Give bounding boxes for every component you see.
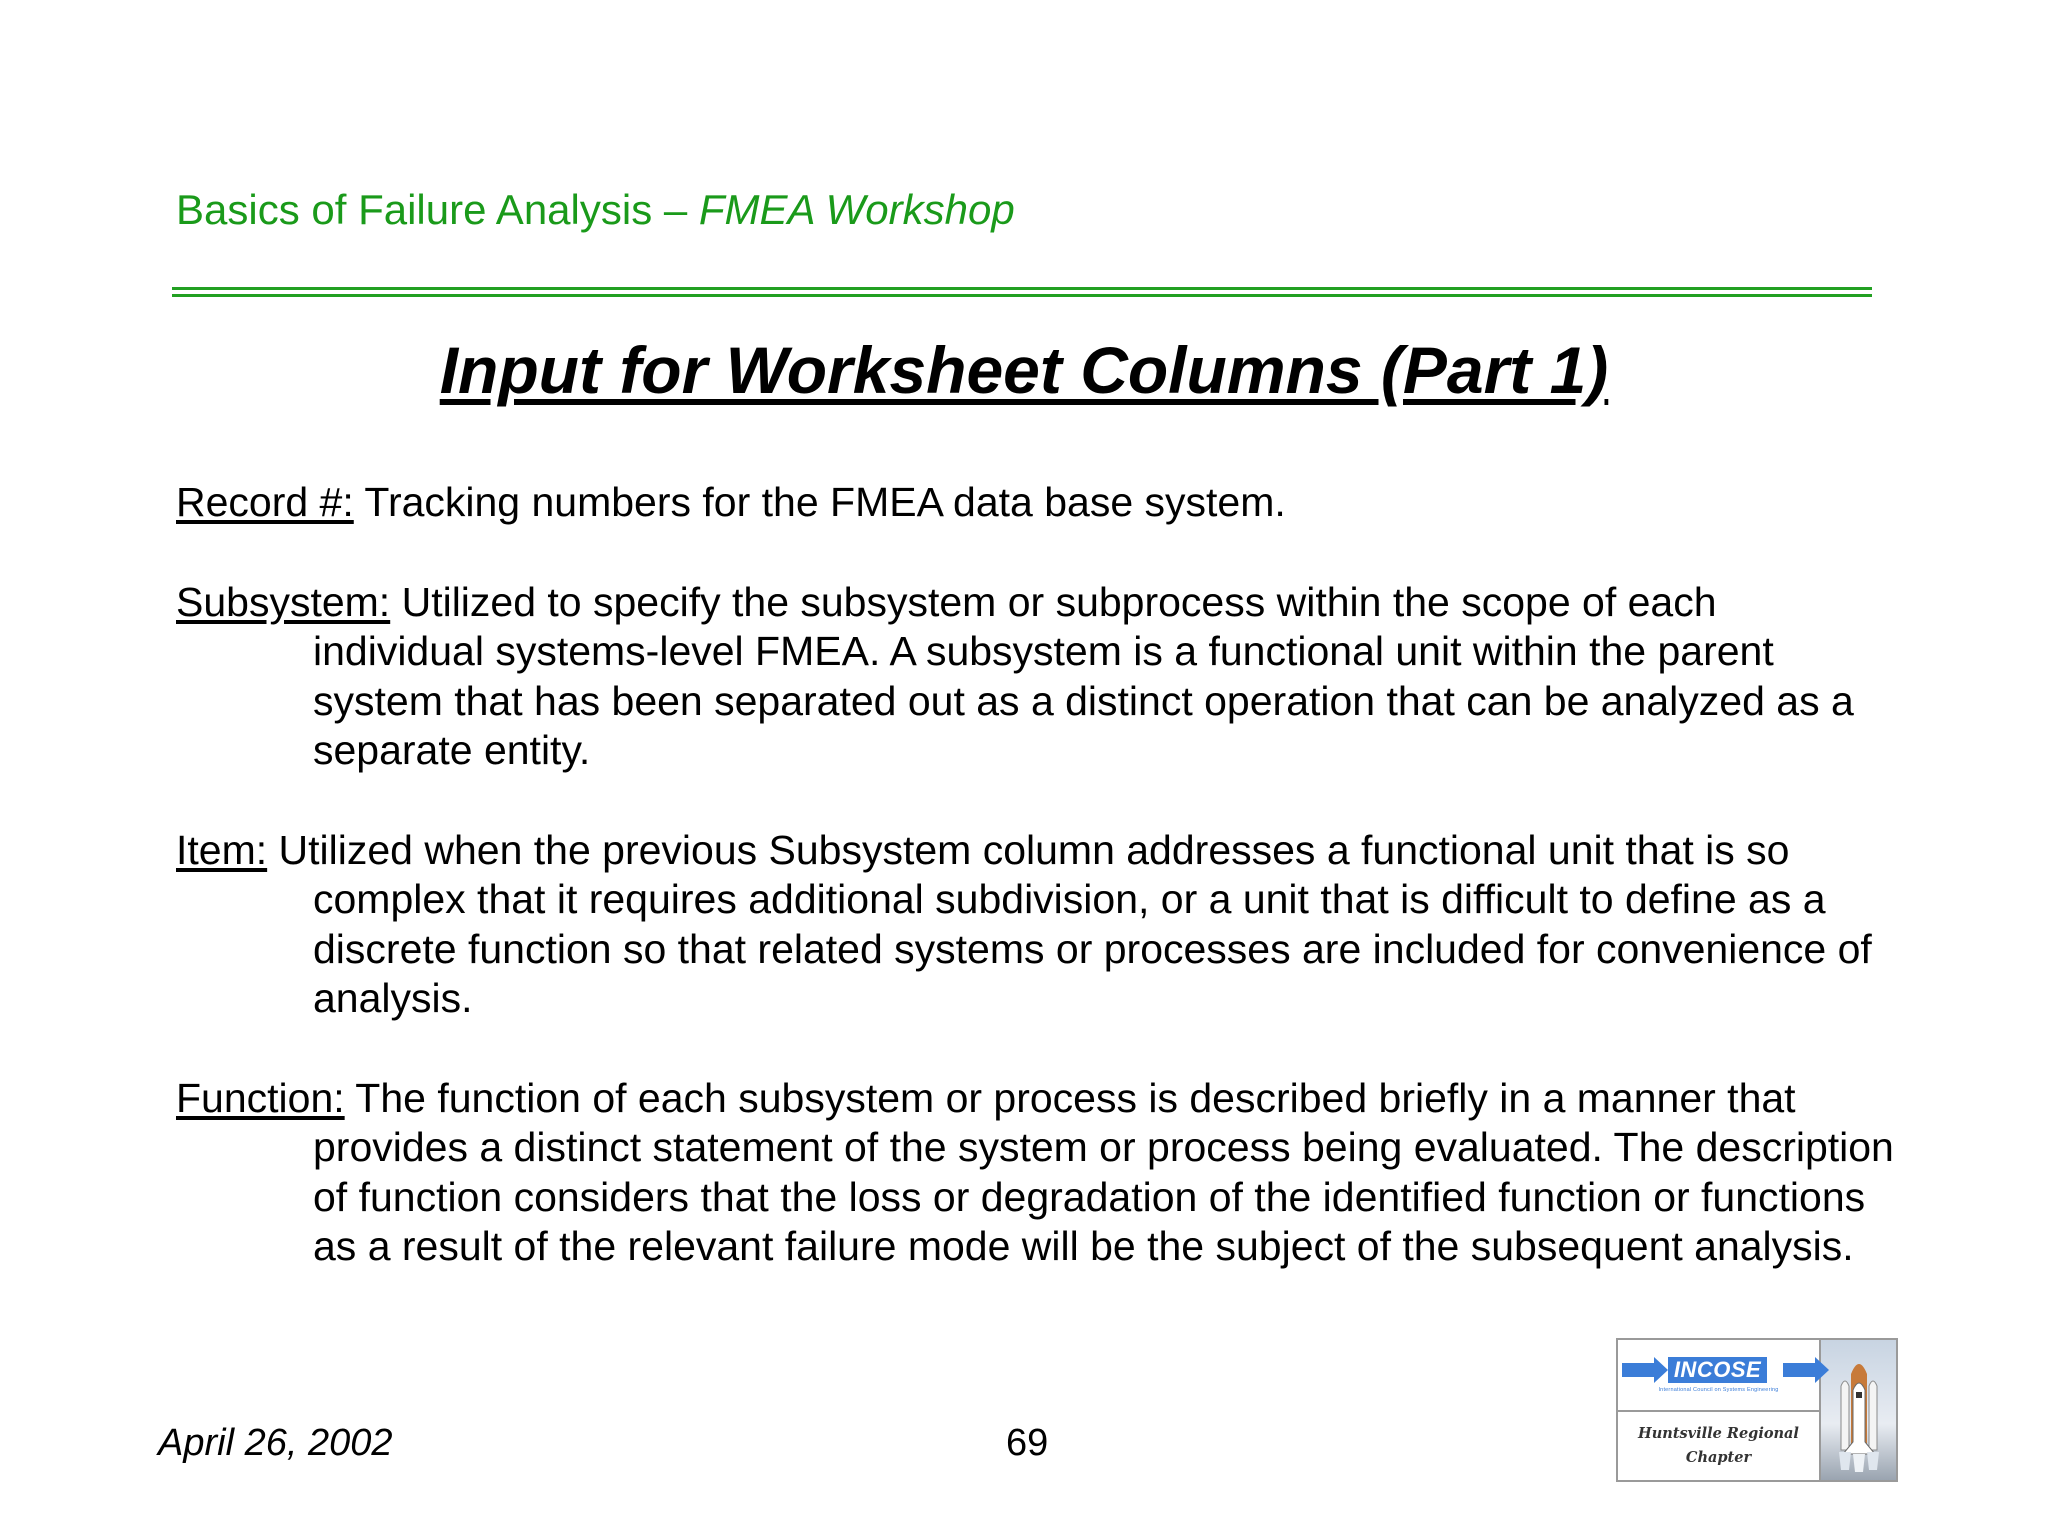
chapter-line-2: Chapter (1685, 1449, 1752, 1466)
entry-term: Item: (176, 826, 268, 873)
header-rule-top (172, 287, 1872, 290)
entry-function (176, 1074, 1896, 1272)
arrow-icon (1622, 1363, 1654, 1377)
entry-text: Utilized to specify the subsystem or subprocess within the scope of each individual systems-level FMEA. A subsystem is a functional unit within the parent system that has been separated out as a distinct operation that can be analyzed as a separate entity. (313, 578, 1854, 773)
slide-body (176, 478, 1896, 1322)
incose-wordmark: INCOSE (1668, 1357, 1767, 1383)
chapter-line-1: Huntsville Regional (1638, 1425, 1799, 1442)
page-number: 69 (1006, 1422, 1049, 1464)
entry-term: Function: (176, 1074, 345, 1121)
slide-header (176, 186, 1015, 234)
footer-date: April 26, 2002 (158, 1422, 393, 1464)
header-rule-bottom (172, 294, 1872, 297)
entry-text: The function of each subsystem or process is described briefly in a manner that provides a distinct statement of the system or process being evaluated. The description of function considers that the loss or degradation of the identified function or functions as a result of the relevant failure mode will be the subject of the subsequent analysis. (313, 1074, 1894, 1269)
incose-subtitle: International Council on Systems Engineering (1658, 1387, 1779, 1393)
entry-term: Subsystem: (176, 578, 391, 625)
logo-text-panel (1618, 1340, 1821, 1480)
header-main-text: Basics of Failure Analysis – (176, 186, 699, 233)
arrow-icon (1783, 1363, 1815, 1377)
entry-text: Utilized when the previous Subsystem column addresses a functional unit that is so complex that it requires additional subdivision, or a unit that is difficult to define as a discrete function so that related systems or processes are included for convenience of analysis. (267, 826, 1872, 1021)
logo-chapter (1618, 1412, 1819, 1480)
entry-item (176, 826, 1896, 1024)
entry-subsystem (176, 578, 1896, 776)
header-sub-text: FMEA Workshop (698, 186, 1015, 233)
space-shuttle-icon (1821, 1340, 1896, 1480)
logo-incose-band (1618, 1340, 1819, 1412)
slide-title: Input for Worksheet Columns (Part 1) (439, 333, 1609, 407)
entry-text: Tracking numbers for the FMEA data base system. (353, 479, 1286, 525)
entry-term: Record #: (176, 479, 354, 525)
shuttle-graphic (1823, 1346, 1895, 1474)
entry-record (176, 478, 1896, 528)
incose-logo (1616, 1338, 1898, 1482)
